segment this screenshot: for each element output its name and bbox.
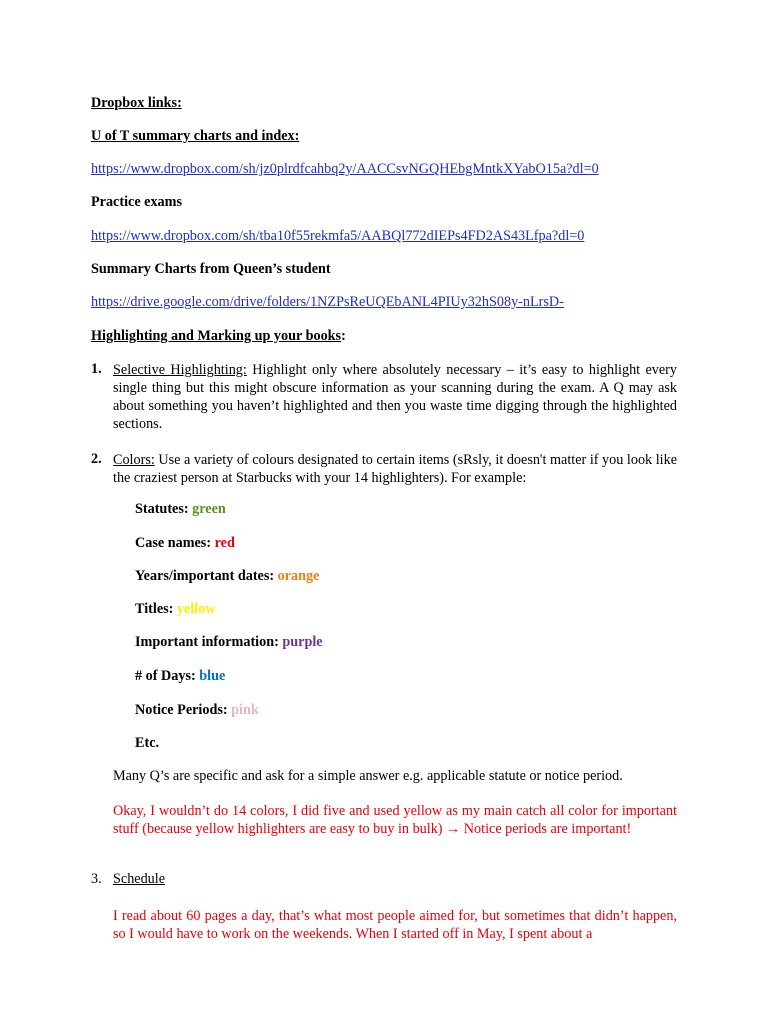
color-item-dates xyxy=(135,568,319,585)
queens-heading: Summary Charts from Queen’s student xyxy=(91,261,331,277)
highlighting-heading-text: Highlighting and Marking up your books xyxy=(91,328,342,344)
uoft-link[interactable]: https://www.dropbox.com/sh/jz0plrdfcahbq2y/AACCsvNGQHEbgMntkXYabO15a?dl=0 xyxy=(91,161,599,177)
item3-number: 3. xyxy=(91,871,102,887)
practice-heading: Practice exams xyxy=(91,194,182,210)
color-label: # of Days: xyxy=(135,668,196,684)
queens-link[interactable]: https://drive.google.com/drive/folders/1NZPsReUQEbANL4PIUy32hS08y-nLrsD- xyxy=(91,294,564,310)
okay-note: Okay, I wouldn’t do 14 colors, I did five and used yellow as my main catch all color for important stuff (because yellow highlighters are easy to buy in bulk) → Notice periods are important! xyxy=(113,803,677,837)
schedule-note: I read about 60 pages a day, that’s what most people aimed for, but sometimes that didn’t happen, so I would have to work on the weekends. When I started off in May, I spent about a xyxy=(113,908,677,942)
color-value: blue xyxy=(199,668,226,684)
color-item-notice-periods xyxy=(135,702,259,719)
color-item-case-names xyxy=(135,535,235,552)
highlighting-heading-colon: : xyxy=(341,328,346,344)
item2-number: 2. xyxy=(91,451,102,467)
highlighting-heading xyxy=(91,328,346,345)
color-value: orange xyxy=(277,568,320,584)
many-qs-text: Many Q’s are specific and ask for a simple answer e.g. applicable statute or notice period. xyxy=(113,768,623,784)
item2-title: Colors: xyxy=(113,452,155,468)
item1-number: 1. xyxy=(91,361,102,377)
color-value: purple xyxy=(282,634,323,650)
color-label: Titles: xyxy=(135,601,174,617)
color-label: Case names: xyxy=(135,535,212,551)
uoft-heading: U of T summary charts and index: xyxy=(91,128,300,144)
color-label: Etc. xyxy=(135,735,160,751)
color-item-statutes xyxy=(135,501,226,518)
color-label: Important information: xyxy=(135,634,279,650)
item1-paragraph xyxy=(113,361,677,433)
color-label: Notice Periods: xyxy=(135,702,228,718)
color-item-days xyxy=(135,668,225,685)
item3-title: Schedule xyxy=(113,871,166,887)
color-value: yellow xyxy=(176,601,216,617)
item1-title: Selective Highlighting: xyxy=(113,362,247,378)
item2-paragraph xyxy=(113,451,677,487)
color-value: pink xyxy=(231,702,259,718)
color-item-important-info xyxy=(135,634,323,651)
item1-text: Highlight only where absolutely necessary – it’s easy to highlight every single thing but this might obscure information as your scanning during the exam. A Q may ask about something you haven’t highlighted and then you waste time digging through the highlighted sections. xyxy=(113,362,677,432)
color-value: red xyxy=(214,535,235,551)
color-item-titles xyxy=(135,601,216,618)
practice-link[interactable]: https://www.dropbox.com/sh/tba10f55rekmfa5/AABQl772dIEPs4FD2AS43Lfpa?dl=0 xyxy=(91,228,585,244)
color-value: green xyxy=(192,501,226,517)
dropbox-heading: Dropbox links: xyxy=(91,95,182,111)
color-label: Years/important dates: xyxy=(135,568,275,584)
color-item-etc xyxy=(135,735,159,752)
item2-text: Use a variety of colours designated to certain items (sRsly, it doesn't matter if you look like the craziest person at Starbucks with your 14 highlighters). For example: xyxy=(113,452,677,486)
color-label: Statutes: xyxy=(135,501,189,517)
